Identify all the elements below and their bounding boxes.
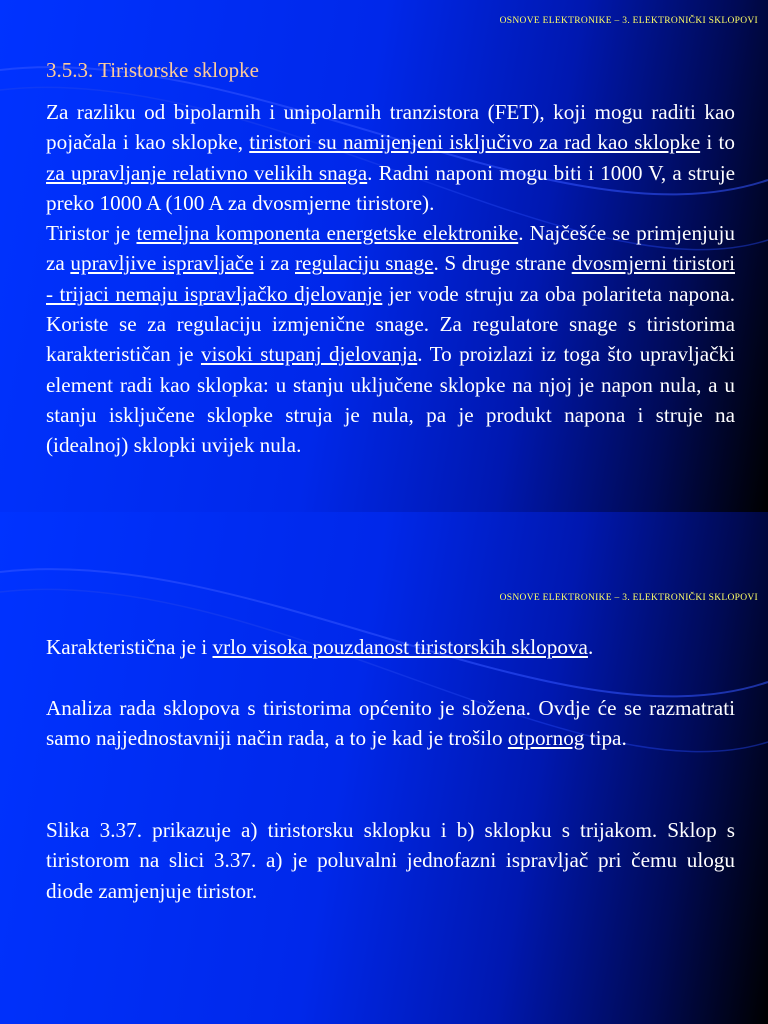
decorative-curve (0, 512, 768, 1024)
text: Karakteristična je i (46, 635, 213, 659)
paragraph-2 (46, 218, 735, 460)
underlined-text: otpornog (507, 726, 585, 751)
text: tipa. (584, 726, 627, 751)
text: . Najčešće se primjenjuju za (46, 221, 736, 276)
text: . To proizlazi iz toga što upravljački element radi kao sklopka: u stanju uključene sklopke na njoj je napon nula, a u stanju isključene sklopke struja je nula, pa je produkt napona i struje na (idealnoj) sklopki uvijek nula. (46, 342, 735, 458)
underlined-text: tiristori su namijenjeni isključivo za rad kao sklopke (249, 130, 701, 155)
paragraph-2 (46, 693, 735, 754)
slide-header: OSNOVE ELEKTRONIKE – 3. ELEKTRONIČKI SKLOPOVI (499, 16, 758, 26)
text: jer vode struju za oba polariteta napona. Koriste se za regulaciju izmjenične snage. Za regulatore snage s tiristorima karakterističan je (46, 281, 735, 367)
text: i to (700, 130, 735, 155)
underlined-text: dvosmjerni tiristori - trijaci nemaju ispravljačko djelovanje (46, 251, 735, 306)
slide-body (46, 97, 735, 461)
underlined-text: regulaciju snage (295, 251, 434, 276)
text: . S druge strane (433, 251, 572, 276)
text: i za (253, 251, 295, 276)
paragraph-1 (46, 632, 735, 662)
text: Analiza rada sklopova s tiristorima općenito je složena. Ovdje će se razmatrati samo najjednostavniji način rada, a to je kad je trošilo (46, 696, 735, 751)
slide-title: 3.5.3. Tiristorske sklopke (46, 58, 259, 82)
slide-header: OSNOVE ELEKTRONIKE – 3. ELEKTRONIČKI SKLOPOVI (499, 593, 758, 603)
underlined-text: visoki stupanj djelovanja (200, 342, 418, 367)
underlined-text: temeljna komponenta energetske elektronike (136, 221, 519, 246)
underlined-text: za upravljanje relativno velikih snaga (46, 160, 368, 185)
text: . (587, 635, 594, 659)
slide-2 (0, 512, 768, 1024)
paragraph-3: Slika 3.37. prikazuje a) tiristorsku sklopku i b) sklopku s trijakom. Sklop s tiristorom na slici 3.37. a) je poluvalni jednofazni ispravljač pri čemu ulogu diode zamjenjuje tiristor. (46, 818, 735, 903)
text: . Radni naponi mogu biti i 1000 V, a struje preko 1000 A (100 A za dvosmjerne tiristore). (46, 160, 735, 215)
underlined-text: upravljive ispravljače (70, 251, 254, 276)
text: Za razliku od bipolarnih i unipolarnih tranzistora (FET), koji mogu raditi kao pojačala i kao sklopke, (46, 100, 735, 155)
underlined-text: vrlo visoka pouzdanost tiristorskih sklopova (212, 635, 588, 659)
text: Tiristor je (46, 221, 137, 246)
paragraph-1 (46, 97, 735, 218)
